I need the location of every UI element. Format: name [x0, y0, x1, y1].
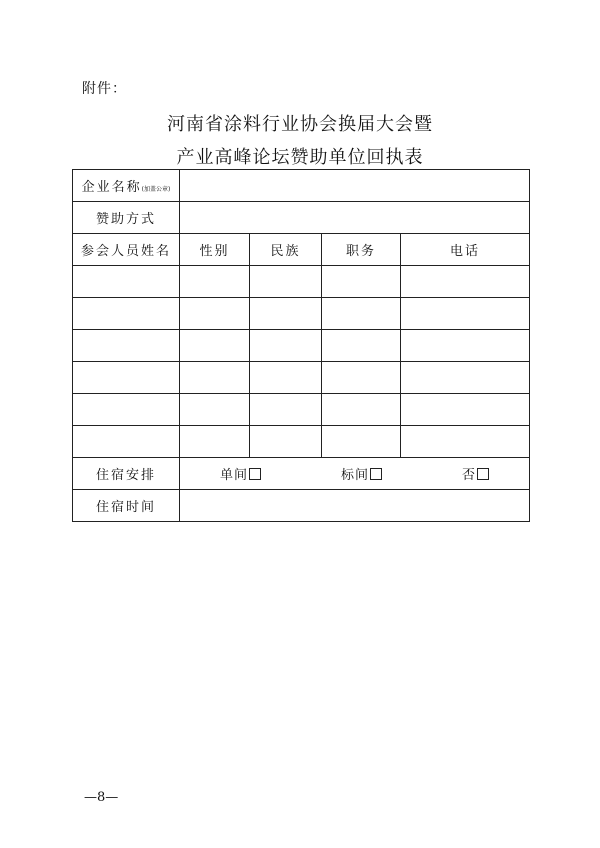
stay-time-label: 住宿时间 — [73, 490, 180, 522]
attendee-gender-cell[interactable] — [180, 298, 250, 330]
standard-room-checkbox[interactable] — [370, 468, 382, 480]
lodging-option-single[interactable]: 单间 — [220, 464, 261, 483]
attendee-phone-cell[interactable] — [401, 426, 530, 458]
stay-time-field[interactable] — [180, 490, 530, 522]
attendee-name-cell[interactable] — [73, 394, 180, 426]
sponsorship-label: 赞助方式 — [73, 202, 180, 234]
lodging-row — [73, 458, 530, 490]
attendee-ethnicity-cell[interactable] — [250, 362, 322, 394]
attendee-ethnicity-cell[interactable] — [250, 330, 322, 362]
attendee-gender-cell[interactable] — [180, 426, 250, 458]
sponsorship-row — [73, 202, 530, 234]
attendee-phone-cell[interactable] — [401, 298, 530, 330]
attendee-position-cell[interactable] — [322, 426, 401, 458]
attendee-gender-cell[interactable] — [180, 330, 250, 362]
attendee-rows — [73, 266, 530, 458]
attendee-position-cell[interactable] — [322, 362, 401, 394]
attendee-ethnicity-cell[interactable] — [250, 298, 322, 330]
page-title-line-1: 河南省涂料行业协会换届大会暨 — [167, 114, 433, 135]
attendee-gender-cell[interactable] — [180, 394, 250, 426]
lodging-options — [180, 458, 530, 490]
attendee-position-cell[interactable] — [322, 394, 401, 426]
attendee-row — [73, 298, 530, 330]
company-name-label: 企业名称(加盖公章) — [73, 170, 180, 202]
attendee-row — [73, 394, 530, 426]
page-title-line-2: 产业高峰论坛赞助单位回执表 — [176, 147, 424, 168]
attendee-row — [73, 362, 530, 394]
attendee-gender-cell[interactable] — [180, 362, 250, 394]
column-header-gender: 性别 — [180, 234, 250, 266]
company-name-field[interactable] — [180, 170, 530, 202]
attendee-position-cell[interactable] — [322, 298, 401, 330]
company-name-row — [73, 170, 530, 202]
column-header-ethnicity: 民族 — [250, 234, 322, 266]
attendee-row — [73, 330, 530, 362]
attendee-name-cell[interactable] — [73, 362, 180, 394]
attendee-row — [73, 426, 530, 458]
no-lodging-checkbox[interactable] — [477, 468, 489, 480]
attendee-phone-cell[interactable] — [401, 266, 530, 298]
lodging-option-standard[interactable]: 标间 — [341, 464, 382, 483]
lodging-label: 住宿安排 — [73, 458, 180, 490]
page-number: —8— — [84, 790, 119, 805]
attendee-phone-cell[interactable] — [401, 362, 530, 394]
sponsorship-field[interactable] — [180, 202, 530, 234]
column-header-name: 参会人员姓名 — [73, 234, 180, 266]
single-room-checkbox[interactable] — [249, 468, 261, 480]
attendee-name-cell[interactable] — [73, 266, 180, 298]
attendee-position-cell[interactable] — [322, 330, 401, 362]
attendee-name-cell[interactable] — [73, 298, 180, 330]
attendee-ethnicity-cell[interactable] — [250, 426, 322, 458]
attendee-name-cell[interactable] — [73, 330, 180, 362]
lodging-option-none[interactable]: 否 — [462, 464, 489, 483]
attendee-name-cell[interactable] — [73, 426, 180, 458]
attendee-header-row — [73, 234, 530, 266]
attendee-position-cell[interactable] — [322, 266, 401, 298]
stay-time-row — [73, 490, 530, 522]
column-header-position: 职务 — [322, 234, 401, 266]
attendee-ethnicity-cell[interactable] — [250, 266, 322, 298]
company-seal-note: (加盖公章) — [141, 186, 171, 193]
attendee-row — [73, 266, 530, 298]
attendee-phone-cell[interactable] — [401, 394, 530, 426]
attendee-phone-cell[interactable] — [401, 330, 530, 362]
sponsor-receipt-form — [72, 169, 530, 522]
attendee-gender-cell[interactable] — [180, 266, 250, 298]
attendee-ethnicity-cell[interactable] — [250, 394, 322, 426]
column-header-phone: 电话 — [401, 234, 530, 266]
attachment-label: 附件： — [82, 81, 127, 97]
